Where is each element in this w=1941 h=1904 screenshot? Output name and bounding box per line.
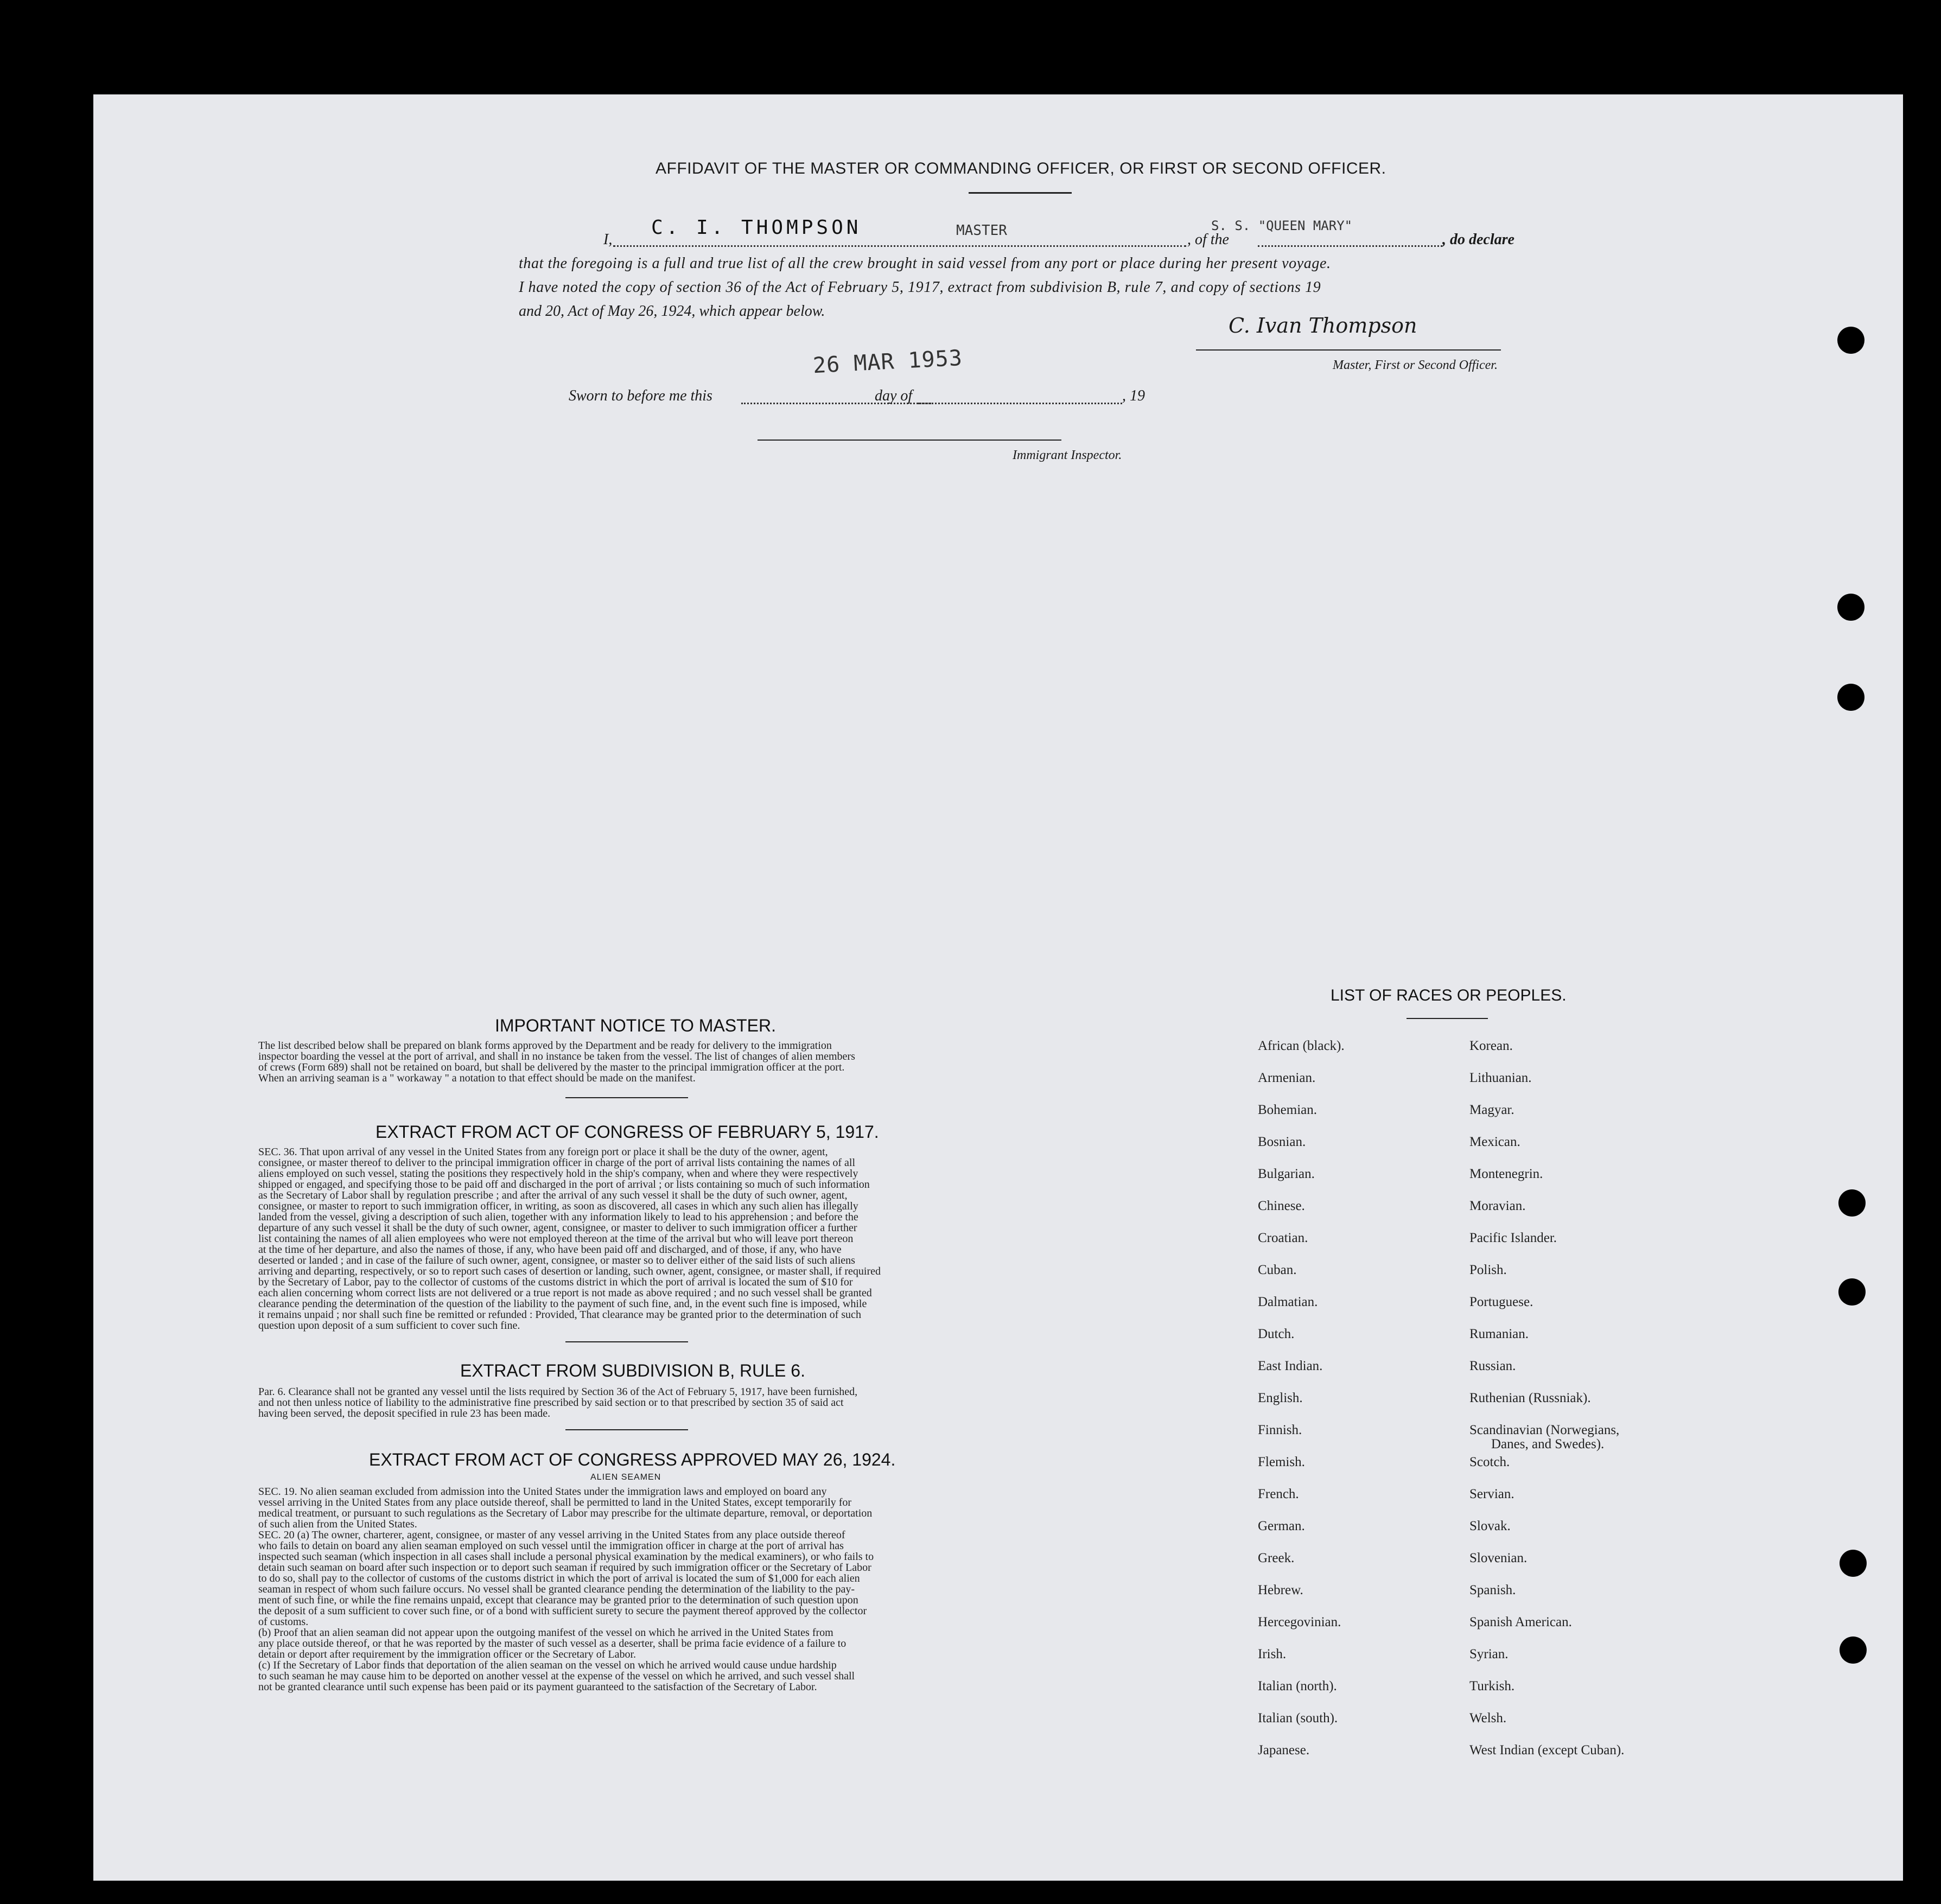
- races-title-underline: [1407, 1018, 1488, 1019]
- race-item: Hebrew.: [1258, 1583, 1303, 1597]
- race-item: German.: [1258, 1519, 1305, 1533]
- inspector-caption: Immigrant Inspector.: [1013, 448, 1122, 462]
- extract-1917-line: by the Secretary of Labor, pay to the collector of customs of the customs district in which the port of arrival is located the sum of $10 for: [258, 1276, 853, 1288]
- master-signature: C. Ivan Thompson: [1229, 314, 1417, 338]
- typed-vessel: S. S. "QUEEN MARY": [1211, 218, 1353, 233]
- race-item: West Indian (except Cuban).: [1469, 1743, 1625, 1757]
- race-item: Montenegrin.: [1469, 1167, 1543, 1181]
- race-item: Scandinavian (Norwegians,: [1469, 1423, 1620, 1437]
- typed-rank: MASTER: [956, 222, 1007, 239]
- extract-1917-body: [258, 1146, 1018, 1341]
- extract-1924-line: who fails to detain on board any alien seaman employed on such vessel until the immigration officer in charge at the port of arrival has: [258, 1540, 844, 1552]
- race-item: Spanish.: [1469, 1583, 1516, 1597]
- race-item: Scotch.: [1469, 1455, 1510, 1469]
- inspector-signature-line: [758, 440, 1061, 441]
- race-item: Moravian.: [1469, 1199, 1526, 1213]
- extract-1924-line: SEC. 19. No alien seaman excluded from admission into the United States under the immigration laws and employed on board any: [258, 1486, 827, 1498]
- race-item: Spanish American.: [1469, 1615, 1572, 1629]
- race-item: Dutch.: [1258, 1327, 1295, 1341]
- punch-hole: [1840, 1550, 1867, 1577]
- notice-line: of crews (Form 689) shall not be retained on board, but shall be delivered by the master to the principal immigration officer at the port.: [258, 1061, 845, 1073]
- extract-rule6-body: [258, 1386, 1018, 1421]
- race-item: East Indian.: [1258, 1359, 1323, 1373]
- race-item-continuation: Danes, and Swedes).: [1491, 1437, 1605, 1451]
- extract-1924-line: detain such seaman on board after such inspection or to deport such seaman if required by such immigration officer or the Secretary of Labor: [258, 1562, 871, 1574]
- extract-1917-line: arriving and departing, respectively, or so to report such cases of desertion or landing, such owner, agent, consignee, or master shall, if required: [258, 1265, 881, 1277]
- race-item: Finnish.: [1258, 1423, 1302, 1437]
- race-item: Lithuanian.: [1469, 1071, 1532, 1085]
- extract-1924-line: (b) Proof that an alien seaman did not appear upon the outgoing manifest of the vessel on which he arrived in the United States from: [258, 1627, 833, 1639]
- extract-1924-line: seaman in respect of whom such failure occurs. No vessel shall be granted clearance pending the determination of the liability to the pay-: [258, 1583, 855, 1595]
- handwritten-name: C. I. THOMPSON: [651, 216, 862, 239]
- race-item: Welsh.: [1469, 1711, 1507, 1725]
- extract-1924-line: not be granted clearance until such expense has been paid or its payment guaranteed to the satisfaction of the Secretary of Labor.: [258, 1681, 817, 1693]
- race-item: Italian (north).: [1258, 1679, 1337, 1693]
- punch-hole: [1838, 1189, 1866, 1217]
- signature-caption: Master, First or Second Officer.: [1333, 358, 1498, 372]
- race-item: Armenian.: [1258, 1071, 1316, 1085]
- race-item: Bohemian.: [1258, 1103, 1318, 1117]
- affidavit-line3: I have noted the copy of section 36 of the Act of February 5, 1917, extract from subdivision B, rule 7, and copy of sections 19: [519, 279, 1321, 296]
- extract-1924-title: EXTRACT FROM ACT OF CONGRESS APPROVED MAY 26, 1924.: [369, 1450, 896, 1469]
- of-the-text: , of the: [1187, 231, 1229, 248]
- race-item: Dalmatian.: [1258, 1295, 1318, 1309]
- race-item: Servian.: [1469, 1487, 1514, 1501]
- race-item: Slovenian.: [1469, 1551, 1528, 1565]
- races-left-column: [1258, 1039, 1421, 1757]
- extract-rule6-line: and not then unless notice of liability to the administrative fine prescribed by said section or to that prescribed by section 35 of said act: [258, 1397, 844, 1409]
- affidavit-line2: that the foregoing is a full and true list of all the crew brought in said vessel from any port or place during her present voyage.: [519, 255, 1331, 272]
- extract-1924-body: [258, 1486, 1018, 1697]
- extract-1917-line: clearance pending the determination of the question of the liability to the payment of such fine, and, in the event such fine is imposed, while: [258, 1298, 867, 1310]
- name-underline: [613, 245, 1186, 247]
- sworn-day-text: day of: [875, 387, 913, 404]
- punch-hole: [1837, 594, 1864, 621]
- race-item: Flemish.: [1258, 1455, 1305, 1469]
- race-item: Greek.: [1258, 1551, 1295, 1565]
- races-right-column: [1469, 1039, 1687, 1755]
- extract-1917-line: departure of any such vessel it shall be the duty of such owner, agent, consignee, or master to deliver to such immigration officer a further: [258, 1222, 857, 1234]
- notice-line: inspector boarding the vessel at the port of arrival, and shall in no instance be taken from the vessel. The list of changes of alien members: [258, 1050, 855, 1062]
- races-title: LIST OF RACES OR PEOPLES.: [1331, 986, 1567, 1004]
- title-underline: [969, 192, 1072, 194]
- race-item: Slovak.: [1469, 1519, 1511, 1533]
- extract-1924-line: the deposit of a sum sufficient to cover such fine, or of a bond with sufficient surety to secure the payment thereof approved by the collector: [258, 1605, 867, 1617]
- affidavit-line1-prefix: I,: [603, 231, 613, 248]
- extract-1924-line: medical treatment, or pursuant to such regulations as the Secretary of Labor may prescribe for the ultimate departure, removal, or deportation: [258, 1507, 873, 1519]
- extract-1917-line: consignee, or master thereof to deliver to the principal immigration officer in charge of the port of arrival lists containing the names of all: [258, 1157, 856, 1169]
- notice-title: IMPORTANT NOTICE TO MASTER.: [495, 1016, 776, 1035]
- extract-1917-line: question upon deposit of a sum sufficient to cover such fine.: [258, 1320, 520, 1332]
- extract-rule6-line: having been served, the deposit specified in rule 23 has been made.: [258, 1408, 551, 1419]
- race-item: Rumanian.: [1469, 1327, 1529, 1341]
- race-item: Chinese.: [1258, 1199, 1305, 1213]
- notice-line: When an arriving seaman is a " workaway " a notation to that effect should be made on the manifest.: [258, 1072, 696, 1084]
- extract-1917-title: EXTRACT FROM ACT OF CONGRESS OF FEBRUARY 5, 1917.: [376, 1122, 879, 1142]
- punch-hole: [1837, 684, 1864, 711]
- race-item: Korean.: [1469, 1039, 1513, 1053]
- race-item: Polish.: [1469, 1263, 1507, 1277]
- extract-1924-line: of customs.: [258, 1616, 309, 1628]
- race-item: Croatian.: [1258, 1231, 1308, 1245]
- punch-hole: [1838, 1278, 1866, 1306]
- notice-line: The list described below shall be prepared on blank forms approved by the Department and be ready for delivery to the immigration: [258, 1040, 832, 1052]
- race-item: Japanese.: [1258, 1743, 1310, 1757]
- extract-1924-line: detain or deport after requirement by the immigration officer or the Secretary of Labor.: [258, 1648, 637, 1660]
- extract-1924-line: of such alien from the United States.: [258, 1518, 417, 1530]
- punch-hole: [1840, 1636, 1867, 1664]
- extract-rule6-line: Par. 6. Clearance shall not be granted any vessel until the lists required by Section 36 of the Act of February 5, 1917, have been furnished,: [258, 1386, 858, 1398]
- extract-1917-line: shipped or engaged, and specifying those to be paid off and discharged in the port of arrival ; or lists containing so much of such information: [258, 1179, 870, 1190]
- affidavit-line4: and 20, Act of May 26, 1924, which appear below.: [519, 303, 825, 320]
- race-item: Bulgarian.: [1258, 1167, 1315, 1181]
- sworn-prefix: Sworn to before me this: [569, 387, 712, 404]
- signature-line: [1196, 349, 1501, 351]
- race-item: Pacific Islander.: [1469, 1231, 1557, 1245]
- race-item: Hercegovinian.: [1258, 1615, 1341, 1629]
- race-item: Magyar.: [1469, 1103, 1514, 1117]
- date-stamp: 26 MAR 1953: [812, 345, 963, 379]
- sworn-year-text: , 19: [1122, 387, 1145, 404]
- extract-1924-line: ment of such fine, or while the fine remains unpaid, except that clearance may be granted prior to the determination of such question upon: [258, 1594, 858, 1606]
- extract-1924-line: to do so, shall pay to the collector of customs of the customs district in which the port of arrival is located the sum of $1,000 for each alien: [258, 1572, 860, 1584]
- extract-1917-line: it remains unpaid ; nor shall such fine be remitted or refunded : Provided, That clearance may be granted prior to the determination of such: [258, 1309, 861, 1321]
- race-item: Mexican.: [1469, 1135, 1520, 1149]
- extract-1917-line: SEC. 36. That upon arrival of any vessel in the United States from any foreign port or place it shall be the duty of the owner, agent,: [258, 1146, 828, 1158]
- extract-1924-line: (c) If the Secretary of Labor finds that deportation of the alien seaman on the vessel on which he arrived would cause undue hardship: [258, 1659, 837, 1671]
- race-item: African (black).: [1258, 1039, 1345, 1053]
- extract-1917-divider: [565, 1341, 688, 1342]
- extract-1924-line: to such seaman he may cause him to be deported on another vessel at the expense of the vessel on which he arrived, and such vessel shall: [258, 1670, 855, 1682]
- extract-rule6-title: EXTRACT FROM SUBDIVISION B, RULE 6.: [460, 1361, 805, 1380]
- extract-1917-line: landed from the vessel, giving a description of such alien, together with any information likely to lead to his apprehension ; and before the: [258, 1211, 858, 1223]
- extract-rule6-divider: [565, 1429, 688, 1430]
- extract-1924-line: any place outside thereof, or that he was reported by the master of such vessel as a deserter, shall be prima facie evidence of a failure to: [258, 1638, 847, 1650]
- race-item: Turkish.: [1469, 1679, 1515, 1693]
- punch-hole: [1837, 327, 1864, 354]
- document-sheet: [93, 94, 1903, 1881]
- extract-1917-line: list containing the names of all alien employees who were not employed thereon at the time of the arrival but who will leave port thereon: [258, 1233, 854, 1245]
- race-item: Portuguese.: [1469, 1295, 1533, 1309]
- race-item: English.: [1258, 1391, 1303, 1405]
- extract-1917-line: deserted or landed ; and in case of the failure of such owner, agent, consignee, or master so to deliver either of the said lists of such aliens: [258, 1255, 855, 1266]
- race-item: Syrian.: [1469, 1647, 1509, 1661]
- extract-1924-line: inspected such seaman (which inspection in all cases shall include a personal physical examination by the medical examiners), or who fails to: [258, 1551, 874, 1563]
- extract-1917-line: each alien concerning whom correct lists are not delivered or a true report is not made as above required ; and no such vessel shall be granted: [258, 1287, 872, 1299]
- extract-1917-line: aliens employed on such vessel, stating the positions they respectively hold in the ship's company, when and where they were respectively: [258, 1168, 858, 1180]
- race-item: Italian (south).: [1258, 1711, 1338, 1725]
- sworn-month-line: [918, 403, 1122, 404]
- extract-1917-line: consignee, or master to report to such immigration officer, in writing, as soon as discovered, all cases in which any such alien has illegally: [258, 1200, 858, 1212]
- do-declare-text: , do declare: [1442, 231, 1514, 248]
- extract-1924-line: SEC. 20 (a) The owner, charterer, agent, consignee, or master of any vessel arriving in the United States from any place outside thereof: [258, 1529, 845, 1541]
- race-item: Irish.: [1258, 1647, 1287, 1661]
- race-item: Cuban.: [1258, 1263, 1297, 1277]
- extract-1924-line: vessel arriving in the United States from any place outside thereof, shall be permitted to land in the United States, except temporarily for: [258, 1497, 852, 1508]
- notice-body: [258, 1040, 1018, 1088]
- vessel-underline: [1258, 245, 1442, 247]
- race-item: French.: [1258, 1487, 1299, 1501]
- extract-1924-subtitle: ALIEN SEAMEN: [590, 1473, 661, 1482]
- race-item: Russian.: [1469, 1359, 1516, 1373]
- affidavit-title: AFFIDAVIT OF THE MASTER OR COMMANDING OFFICER, OR FIRST OR SECOND OFFICER.: [656, 160, 1386, 177]
- notice-divider: [565, 1097, 688, 1098]
- extract-1917-line: as the Secretary of Labor shall by regulation prescribe ; and after the arrival of any such vessel it shall be the duty of such owner, agent,: [258, 1189, 848, 1201]
- race-item: Bosnian.: [1258, 1135, 1306, 1149]
- extract-1917-line: at the time of her departure, and also the names of those, if any, who have been paid off and discharged, and of those, if any, who have: [258, 1244, 842, 1256]
- race-item: Ruthenian (Russniak).: [1469, 1391, 1591, 1405]
